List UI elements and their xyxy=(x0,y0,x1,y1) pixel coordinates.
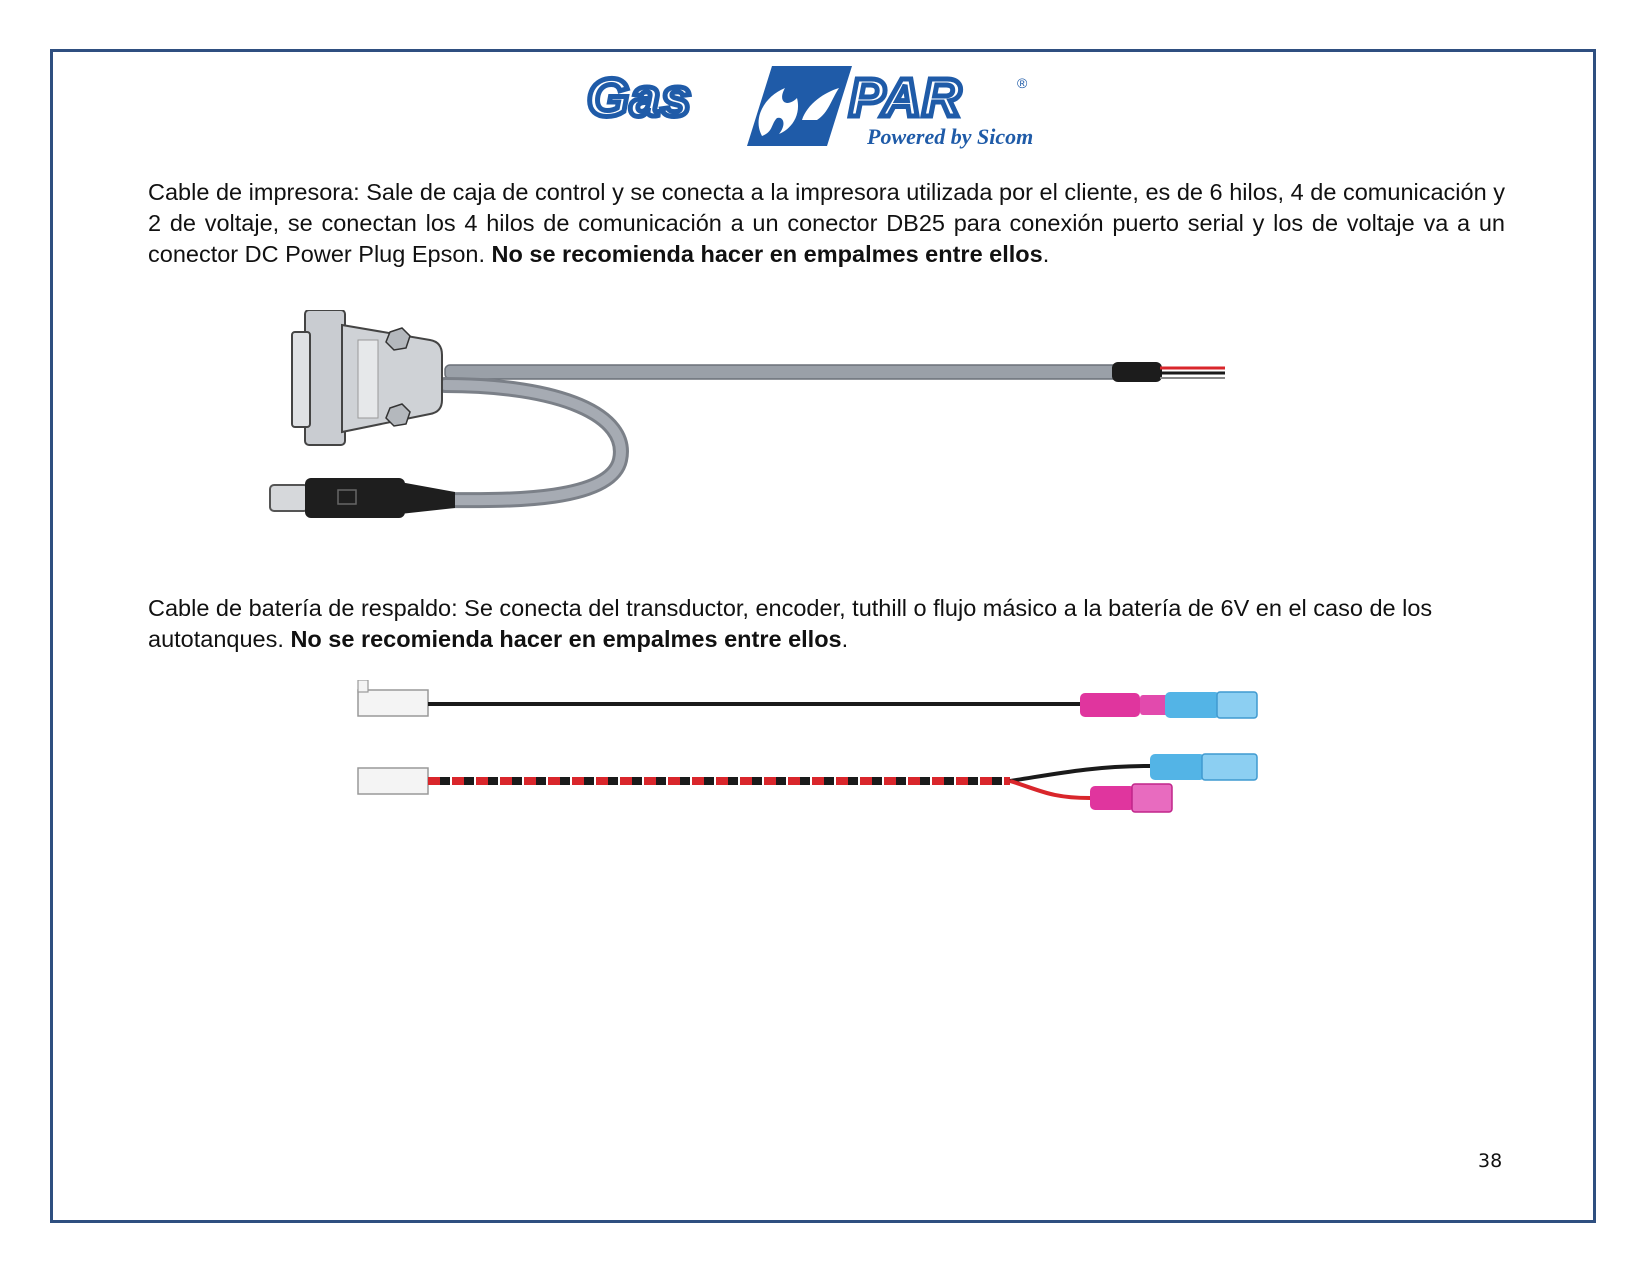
battery-cable-text: Cable de batería de respaldo: Se conecta del transductor, encoder, tuthill o flujo másico a la batería de 6V en el caso de los autotanques. xyxy=(148,595,1433,652)
gaspar-logo xyxy=(587,58,1057,150)
dc-power-plug xyxy=(270,478,455,518)
twisted-red-black-cable xyxy=(358,754,1257,812)
printer-cable-warning: No se recomienda hacer en empalmes entre ellos xyxy=(491,241,1043,267)
cable-end-sleeve xyxy=(1112,362,1162,382)
single-black-cable xyxy=(358,680,1257,718)
main-cable xyxy=(445,365,1125,379)
battery-cable-period: . xyxy=(841,626,849,652)
svg-text:Gas: Gas xyxy=(587,68,693,128)
svg-text:PAR: PAR xyxy=(849,68,963,128)
db25-connector xyxy=(292,310,442,445)
printer-cable-period: . xyxy=(1042,241,1050,267)
page-number: 38 xyxy=(1478,1150,1503,1172)
battery-cable-warning: No se recomienda hacer en empalmes entre ellos xyxy=(290,626,842,652)
svg-text:Powered by Sicom: Powered by Sicom xyxy=(867,124,1034,149)
printer-cable-image xyxy=(250,310,1300,580)
backup-battery-cable-description xyxy=(148,593,1505,655)
printer-cable-description xyxy=(148,177,1505,270)
battery-cable-image xyxy=(350,680,1310,840)
svg-text:®: ® xyxy=(1017,75,1028,91)
flame-icon xyxy=(747,66,852,146)
printer-cable-text: Cable de impresora: Sale de caja de control y se conecta a la impresora utilizada por el cliente, es de 6 hilos, 4 de comunicación y 2 de voltaje, se conectan los 4 hilos de comunicación a un conector DB25 para conexión puerto serial y los de voltaje va a un conector DC Power Plug Epson. xyxy=(148,179,1505,267)
